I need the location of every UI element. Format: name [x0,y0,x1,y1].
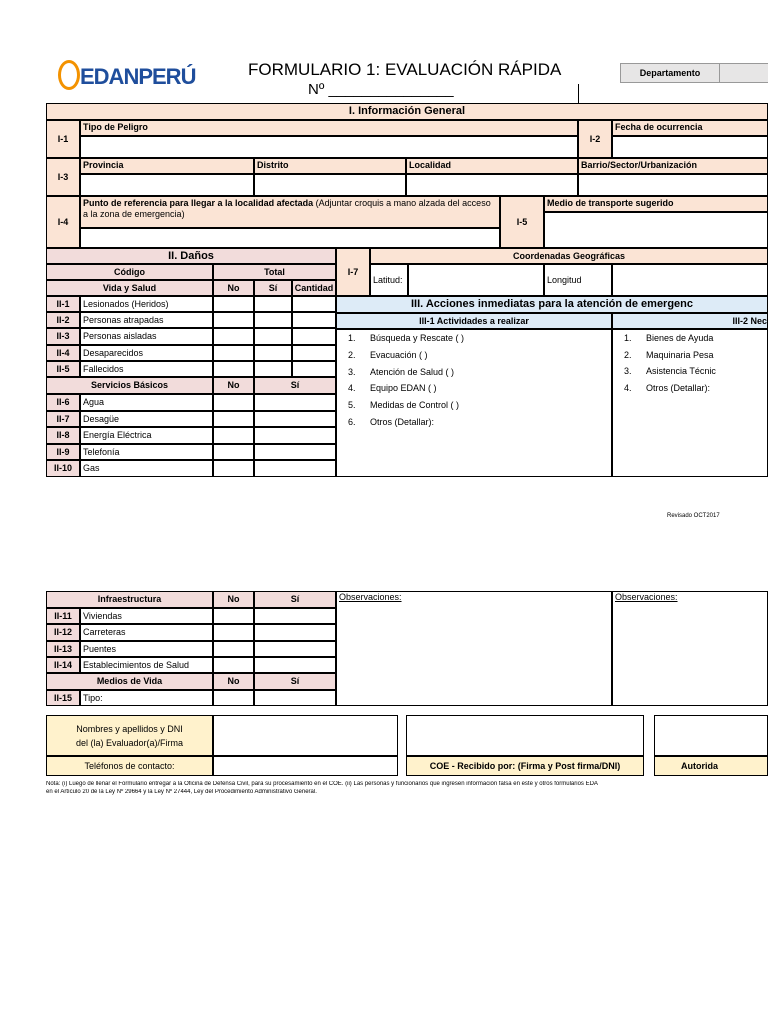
row-no-field[interactable] [213,427,254,444]
row-code: II-9 [46,444,80,461]
row-no-field[interactable] [213,460,254,477]
activity-item[interactable]: Búsqueda y Rescate ( ) [370,333,465,343]
evaluador-line2: del (la) Evaluador(a)/Firma [75,738,184,748]
row-cantidad-field[interactable] [292,296,336,312]
row-no-field[interactable] [213,394,254,411]
row-si-field[interactable] [254,328,292,344]
activity-item[interactable]: Otros (Detallar): [370,417,435,427]
coe-signature-field[interactable] [406,715,644,756]
section1-title: I. Información General [46,103,768,120]
tipo-peligro-field[interactable] [80,136,578,158]
code-i2: I-2 [578,120,612,158]
row-no-field[interactable] [213,657,254,673]
evaluador-line1: Nombres y apellidos y DNI [76,724,183,734]
nota-line-2: en el Artículo 20 de la Ley Nº 29664 y la Ley Nº 27444, Ley del Procedimiento Administrativo General. [46,789,317,795]
row-si-field[interactable] [254,312,292,328]
row-label: Telefonía [80,444,213,461]
tipo-peligro-label: Tipo de Peligro [80,120,578,136]
row-no-field[interactable] [213,690,254,706]
row-label: Gas [80,460,213,477]
evaluador-field[interactable] [213,715,398,756]
activity-number: 2. [348,349,356,360]
row-code: II-15 [46,690,80,706]
servicios-header: Servicios Básicos [46,377,213,394]
row-si-field[interactable] [254,608,336,624]
autoridad-label: Autorida [654,756,768,776]
row-code: II-13 [46,641,80,657]
vida-salud-header: Vida y Salud [46,280,213,296]
observaciones-label-2: Observaciones: [615,592,678,602]
barrio-label: Barrio/Sector/Urbanización [578,158,768,174]
row-label: Personas atrapadas [80,312,213,328]
localidad-label: Localidad [406,158,578,174]
row-si-field[interactable] [254,427,336,444]
activity-number: 6. [348,417,356,427]
row-code: II-12 [46,624,80,640]
activity-item[interactable]: Equipo EDAN ( ) [370,383,437,394]
latitud-label: Latitud: [370,264,408,296]
row-code: II-10 [46,460,80,477]
fecha-ocurrencia-label: Fecha de ocurrencia [612,120,768,136]
provincia-label: Provincia [80,158,254,174]
section3-title: III. Acciones inmediatas para la atención de emergenc [336,296,768,313]
row-label: Fallecidos [80,361,213,377]
row-si-field[interactable] [254,460,336,477]
row-cantidad-field[interactable] [292,328,336,344]
nota-line-1: Nota: (i) Luego de llenar el Formulario entregar a la Oficina de Defensa Civil, para su procesamiento en el COE. (ii) Las personas y funcionarios que ingresen información falsa en este y otros formularios EDA [46,781,598,787]
localidad-field[interactable] [406,174,578,196]
row-si-field[interactable] [254,411,336,428]
row-label: Viviendas [80,608,213,624]
row-no-field[interactable] [213,361,254,377]
coordenadas-title: Coordenadas Geográficas [370,248,768,264]
longitud-field[interactable] [612,264,768,296]
row-no-field[interactable] [213,624,254,640]
code-i1: I-1 [46,120,80,158]
total-header: Total [213,264,336,280]
medio-transporte-label: Medio de transporte sugerido [544,196,768,212]
row-label: Establecimientos de Salud [80,657,213,673]
provincia-field[interactable] [80,174,254,196]
row-no-field[interactable] [213,312,254,328]
codigo-header: Código [46,264,213,280]
row-si-field[interactable] [254,444,336,461]
divider-line [578,84,579,103]
logo-text: EDANPERÚ [80,64,196,89]
row-si-field[interactable] [254,296,292,312]
autoridad-signature-field[interactable] [654,715,768,756]
activity-item[interactable]: Medidas de Control ( ) [370,400,460,411]
code-i7: I-7 [336,248,370,296]
longitud-label: Longitud [544,264,612,296]
row-no-field[interactable] [213,641,254,657]
code-i3: I-3 [46,158,80,196]
row-code: II-11 [46,608,80,624]
need-item[interactable]: Asistencia Técnic [646,366,716,376]
departamento-label: Departamento [620,63,720,83]
telefonos-field[interactable] [213,756,398,776]
row-label: Energía Eléctrica [80,427,213,444]
row-label: Agua [80,394,213,411]
latitud-field[interactable] [408,264,544,296]
row-label: Personas aisladas [80,328,213,344]
need-number: 2. [624,349,632,360]
form-title: FORMULARIO 1: EVALUACIÓN RÁPIDA [248,60,562,79]
activity-number: 3. [348,366,356,377]
edan-logo [56,60,196,96]
need-item[interactable]: Otros (Detallar): [646,382,711,393]
si-header: Sí [254,280,292,296]
row-label: Lesionados (Heridos) [80,296,213,312]
row-si-field[interactable] [254,394,336,411]
row-no-field[interactable] [213,296,254,312]
departamento-field[interactable] [720,63,768,83]
punto-referencia-note: (Adjuntar croquis a mano alzada del acceso a la zona de emergencia) [83,198,491,219]
row-no-field[interactable] [213,328,254,344]
telefonos-label: Teléfonos de contacto: [46,756,213,776]
medios-header: Medios de Vida [46,673,213,690]
row-code: II-7 [46,411,80,428]
revisado-text: Revisado OCT2017 [667,513,720,519]
row-no-field[interactable] [213,608,254,624]
actividades-header: III-1 Actividades a realizar [336,313,612,329]
infra-si-header: Sí [254,591,336,608]
section2-title: II. Daños [46,248,336,264]
servicios-si-header: Sí [254,377,336,394]
punto-referencia-field[interactable] [80,228,500,248]
need-number: 4. [624,382,632,393]
observaciones-box-1[interactable] [336,591,612,706]
observaciones-box-2[interactable] [612,591,768,706]
row-no-field[interactable] [213,345,254,361]
distrito-field[interactable] [254,174,406,196]
row-no-field[interactable] [213,444,254,461]
form-number: Nº _______________ [308,81,454,98]
medio-transporte-field[interactable] [544,212,768,248]
cantidad-header: Cantidad [292,280,336,296]
medios-no-header: No [213,673,254,690]
distrito-label: Distrito [254,158,406,174]
row-cantidad-field[interactable] [292,345,336,361]
row-cantidad-field[interactable] [292,361,336,377]
medios-si-header: Sí [254,673,336,690]
row-code: II-4 [46,345,80,361]
row-si-field[interactable] [254,657,336,673]
infra-no-header: No [213,591,254,608]
evaluador-label [46,715,213,756]
coe-label: COE - Recibido por: (Firma y Post firma/DNI) [406,756,644,776]
row-code: II-5 [46,361,80,377]
barrio-field[interactable] [578,174,768,196]
row-no-field[interactable] [213,411,254,428]
row-label: Carreteras [80,624,213,640]
row-code: II-14 [46,657,80,673]
code-i5: I-5 [500,196,544,248]
row-label: Puentes [80,641,213,657]
row-si-field[interactable] [254,641,336,657]
need-item[interactable]: Maquinaria Pesa [646,349,714,360]
logo-emblem-icon [58,60,80,90]
row-cantidad-field[interactable] [292,312,336,328]
need-number: 3. [624,366,632,376]
row-code: II-1 [46,296,80,312]
servicios-no-header: No [213,377,254,394]
row-si-field[interactable] [254,361,292,377]
activity-item[interactable]: Atención de Salud ( ) [370,366,455,377]
no-header: No [213,280,254,296]
row-code: II-3 [46,328,80,344]
punto-referencia-bold: Punto de referencia para llegar a la localidad afectada [83,198,314,208]
need-number: 1. [624,333,632,343]
row-code: II-2 [46,312,80,328]
row-code: II-6 [46,394,80,411]
activity-item[interactable]: Evacuación ( ) [370,349,428,360]
infra-header: Infraestructura [46,591,213,608]
code-i4: I-4 [46,196,80,248]
punto-referencia-label [80,196,500,228]
activity-number: 1. [348,333,356,343]
activity-number: 4. [348,383,356,394]
row-label: Desagüe [80,411,213,428]
observaciones-label-1: Observaciones: [339,592,402,602]
row-si-field[interactable] [254,624,336,640]
row-code: II-8 [46,427,80,444]
necesidades-header: III-2 Nec [612,313,768,329]
activity-number: 5. [348,400,356,411]
need-item[interactable]: Bienes de Ayuda [646,333,714,343]
row-si-field[interactable] [254,345,292,361]
fecha-ocurrencia-field[interactable] [612,136,768,158]
row-si-field[interactable] [254,690,336,706]
row-label: Desaparecidos [80,345,213,361]
row-label: Tipo: [80,690,213,706]
